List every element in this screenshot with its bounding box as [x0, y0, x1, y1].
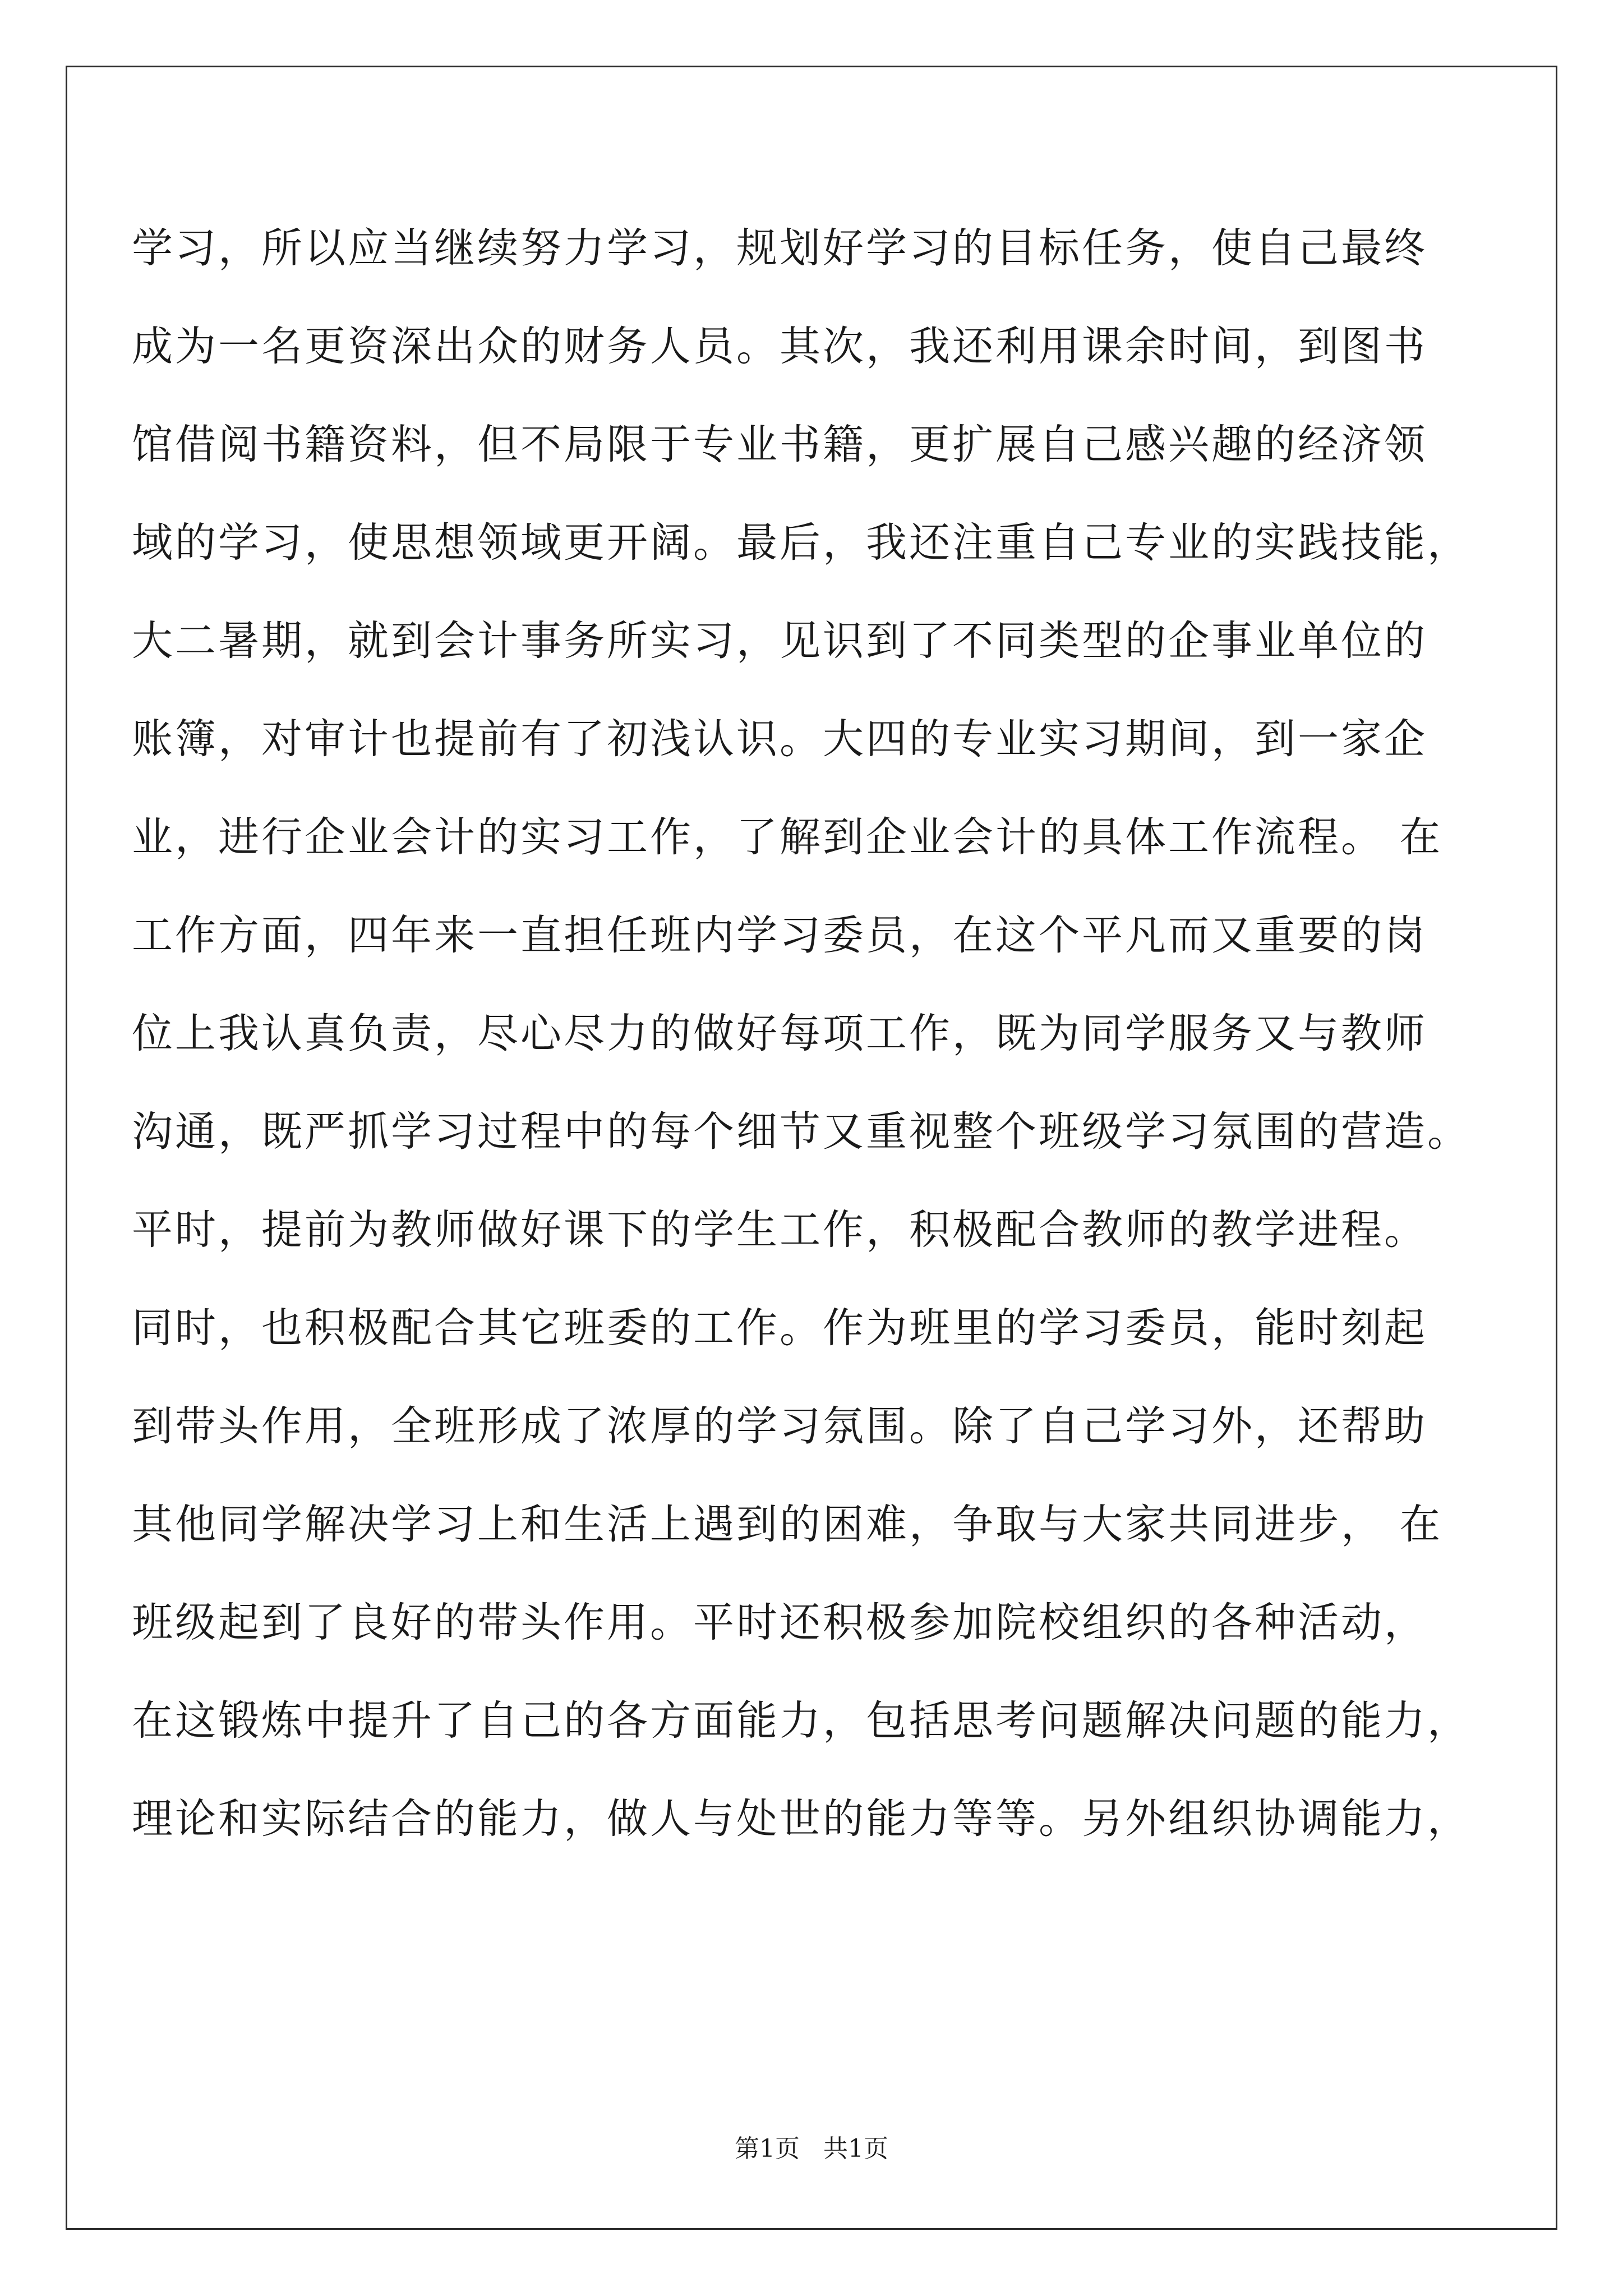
- text-line: 其他同学解决学习上和生活上遇到的困难，争取与大家共同进步， 在: [132, 1501, 1443, 1548]
- text-line: 学习，所以应当继续努力学习，规划好学习的目标任务，使自己最终: [132, 224, 1427, 272]
- text-line: 账簿，对审计也提前有了初浅认识。大四的专业实习期间，到一家企: [132, 715, 1427, 763]
- text-line: 域的学习，使思想领域更开阔。最后，我还注重自己专业的实践技能，: [132, 519, 1470, 567]
- text-line: 馆借阅书籍资料，但不局限于专业书籍，更扩展自己感兴趣的经济领: [132, 421, 1427, 468]
- text-line: 沟通，既严抓学习过程中的每个细节又重视整个班级学习氛围的营造。: [132, 1108, 1470, 1156]
- text-line: 位上我认真负责，尽心尽力的做好每项工作，既为同学服务又与教师: [132, 1010, 1427, 1057]
- body-text: [132, 212, 1489, 1881]
- text-line: 工作方面，四年来一直担任班内学习委员，在这个平凡而又重要的岗: [132, 912, 1427, 959]
- page-footer: 第1页 共1页: [735, 2134, 888, 2163]
- text-line: 在这锻炼中提升了自己的各方面能力，包括思考问题解决问题的能力，: [132, 1697, 1470, 1745]
- text-line: 业，进行企业会计的实习工作，了解到企业会计的具体工作流程。 在: [132, 813, 1443, 861]
- text-line: 同时，也积极配合其它班委的工作。作为班里的学习委员，能时刻起: [132, 1304, 1427, 1352]
- text-line: 大二暑期，就到会计事务所实习，见识到了不同类型的企事业单位的: [132, 617, 1427, 665]
- text-line: 平时，提前为教师做好课下的学生工作，积极配合教师的教学进程。: [132, 1206, 1427, 1254]
- text-line: 到带头作用，全班形成了浓厚的学习氛围。除了自己学习外，还帮助: [132, 1402, 1427, 1450]
- text-line: 班级起到了良好的带头作用。平时还积极参加院校组织的各种活动，: [132, 1599, 1427, 1646]
- text-line: 理论和实际结合的能力，做人与处世的能力等等。另外组织协调能力，: [132, 1795, 1470, 1843]
- text-line: 成为一名更资深出众的财务人员。其次，我还利用课余时间，到图书: [132, 323, 1427, 370]
